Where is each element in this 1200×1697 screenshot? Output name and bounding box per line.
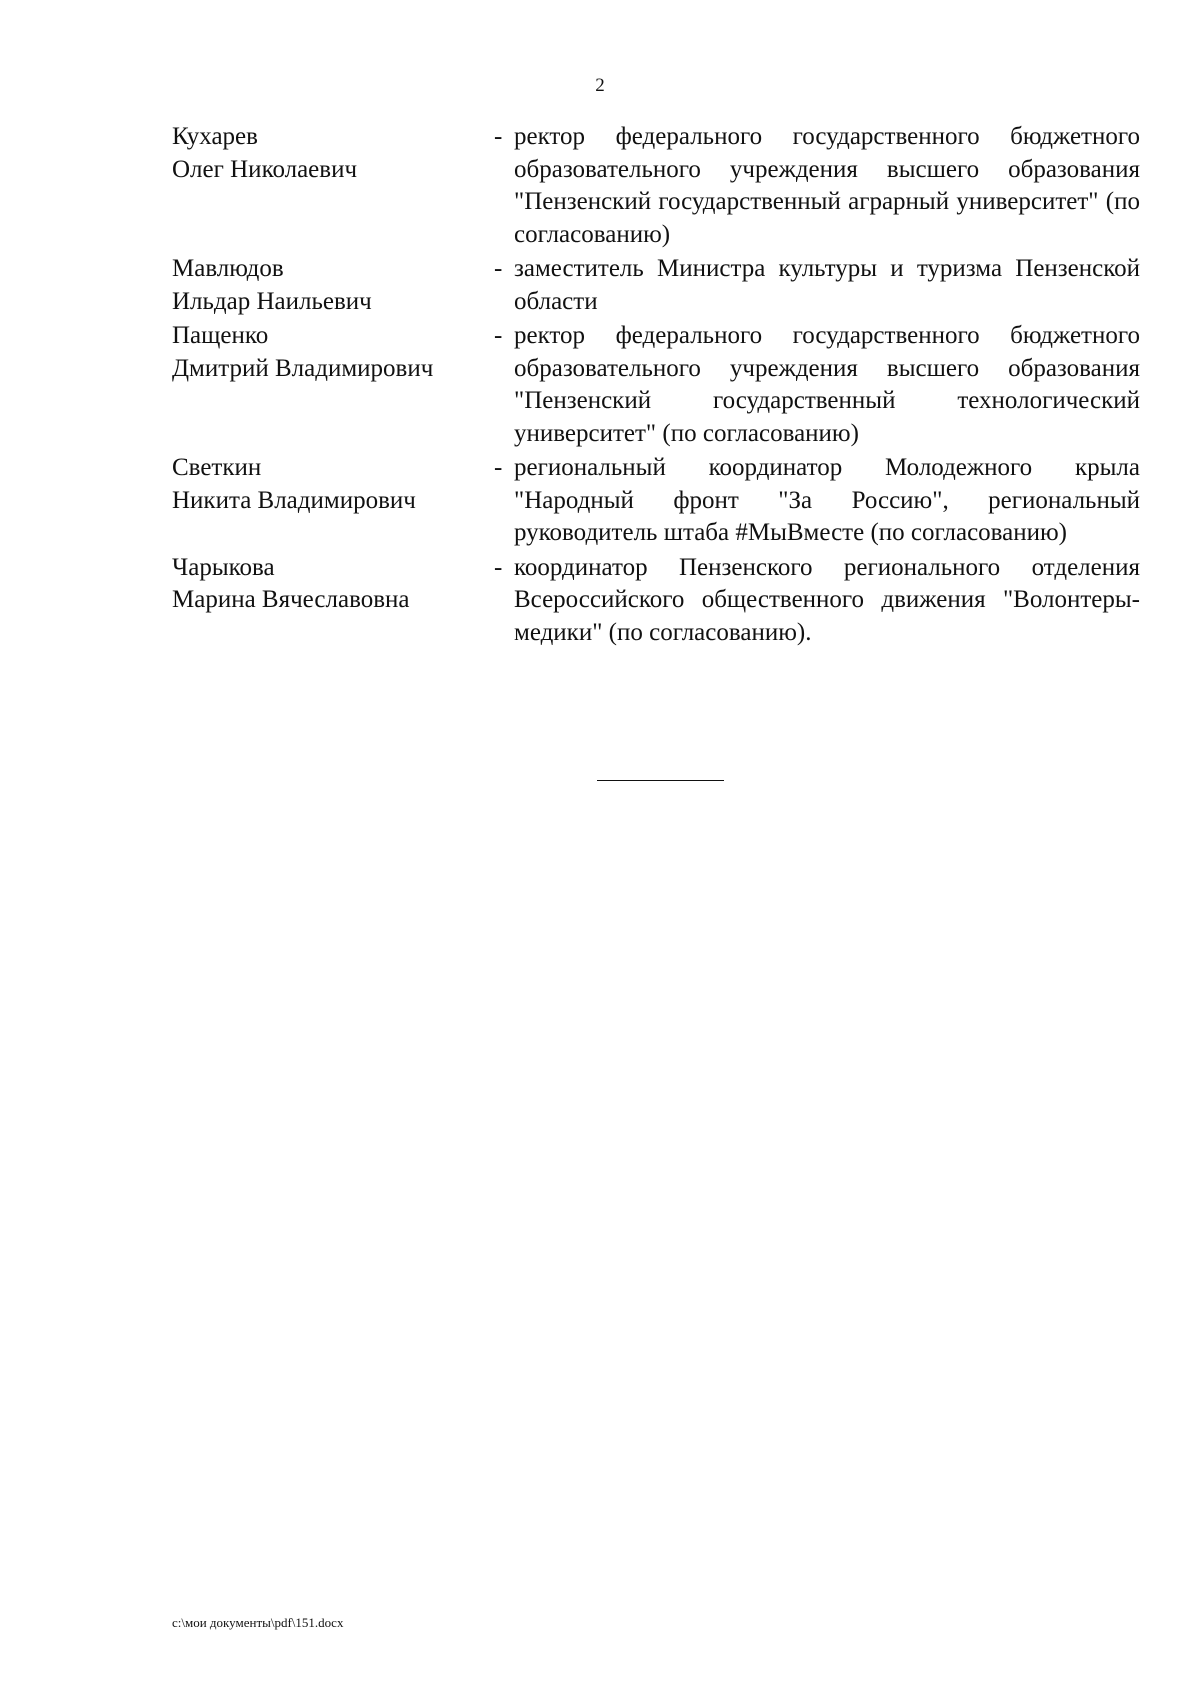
member-surname: Пащенко <box>172 322 269 349</box>
member-row <box>172 552 1140 650</box>
member-dash: - <box>494 322 503 349</box>
member-row <box>172 253 1140 318</box>
member-row <box>172 452 1140 550</box>
footer-file-path: c:\мои документы\pdf\151.docx <box>172 1615 344 1630</box>
member-surname: Светкин <box>172 454 262 481</box>
member-name <box>172 253 494 318</box>
member-dash: - <box>494 123 503 150</box>
member-description: ректор федерального государственного бюджетного образовательного учреждения высшего образования "Пензенский государственный аграрный университет" (по согласованию) <box>514 123 1140 248</box>
member-given-names: Олег Николаевич <box>172 155 358 183</box>
member-given-names: Никита Владимирович <box>172 486 416 514</box>
member-surname: Кухарев <box>172 123 258 150</box>
member-row <box>172 320 1140 450</box>
member-description: ректор федерального государственного бюджетного образовательного учреждения высшего образования "Пензенский государственный технологический университет" (по согласованию) <box>514 322 1140 447</box>
member-description: заместитель Министра культуры и туризма Пензенской области <box>514 255 1140 315</box>
member-surname: Мавлюдов <box>172 255 284 282</box>
member-name <box>172 552 494 650</box>
member-given-names: Марина Вячеславовна <box>172 586 410 613</box>
member-row <box>172 121 1140 251</box>
member-dash: - <box>494 255 503 282</box>
end-of-list-rule <box>597 780 724 781</box>
page-number: 2 <box>595 75 605 96</box>
member-description: координатор Пензенского регионального отделения Всероссийского общественного движения "Волонтеры-медики" (по согласованию). <box>514 553 1140 646</box>
member-given-names: Дмитрий Владимирович <box>172 354 434 382</box>
member-name <box>172 452 494 550</box>
member-list <box>172 121 1140 651</box>
member-given-names: Ильдар Наильевич <box>172 287 372 315</box>
member-description: региональный координатор Молодежного крыла "Народный фронт "За Россию", региональный руководитель штаба #МыВместе (по согласованию) <box>514 454 1140 546</box>
member-name <box>172 121 494 251</box>
member-name <box>172 320 494 450</box>
member-dash: - <box>494 454 503 481</box>
member-surname: Чарыкова <box>172 553 275 581</box>
member-dash: - <box>494 553 503 581</box>
